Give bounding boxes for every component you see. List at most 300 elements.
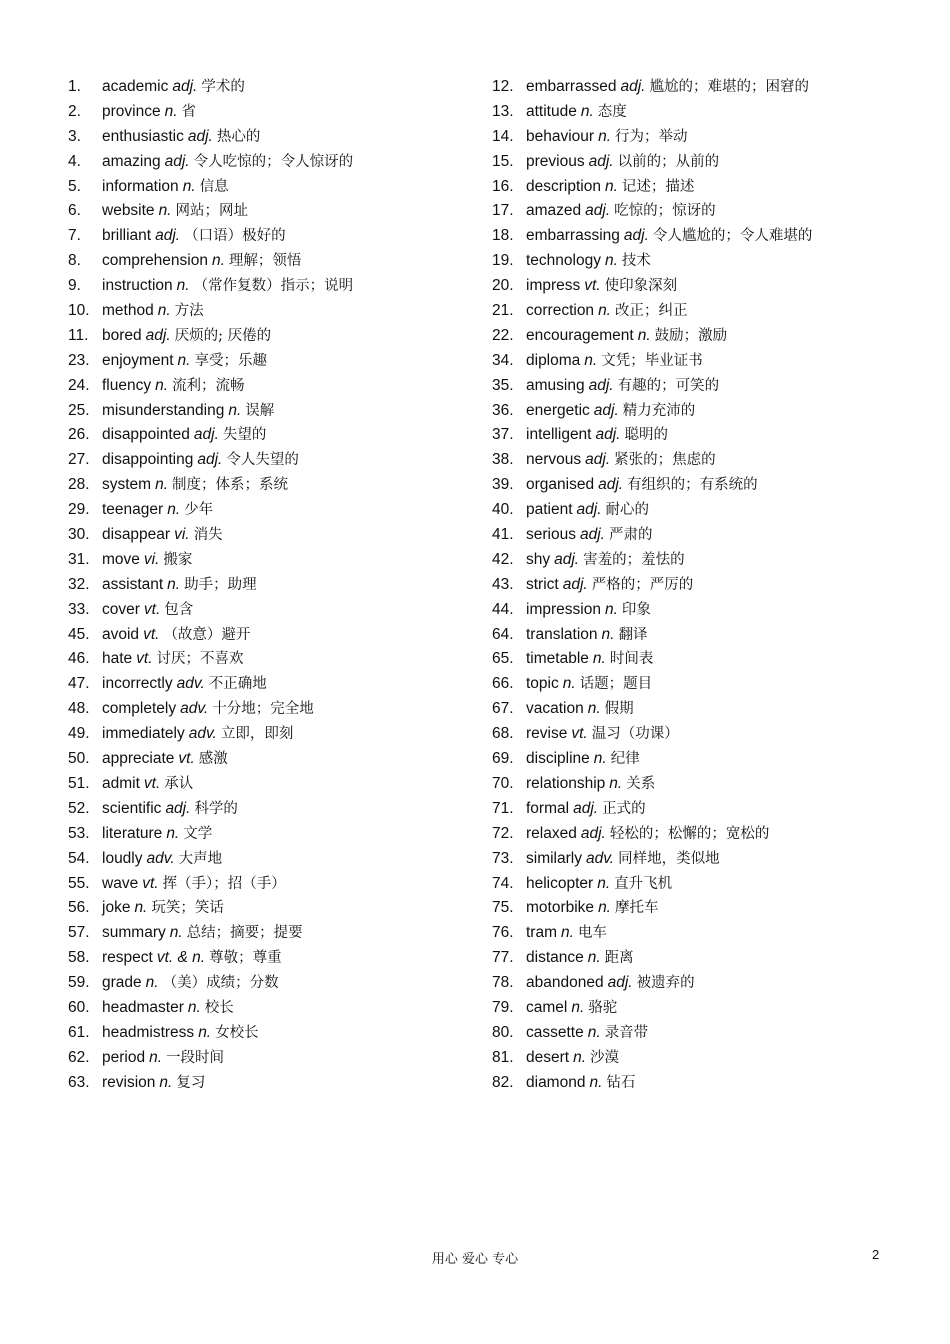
entry-word: enjoyment <box>102 351 174 369</box>
vocabulary-entry <box>68 697 468 722</box>
vocabulary-entry <box>492 623 912 648</box>
entry-word: teenager <box>102 501 164 519</box>
entry-part-of-speech: n. <box>145 974 159 992</box>
entry-number: 4. <box>68 152 81 170</box>
entry-part-of-speech: adj. <box>607 974 633 992</box>
entry-word: avoid <box>102 625 140 643</box>
vocabulary-entry <box>492 921 912 946</box>
entry-word: admit <box>102 774 140 792</box>
entry-definition: 正式的 <box>602 800 646 817</box>
vocabulary-entry <box>68 150 468 175</box>
entry-word: academic <box>102 78 169 95</box>
vocabulary-entry <box>68 548 468 573</box>
entry-number: 67. <box>492 700 514 718</box>
entry-word: discipline <box>526 750 590 768</box>
entry-word: embarrassing <box>526 227 620 245</box>
entry-definition: 温习（功课） <box>591 726 679 743</box>
entry-word: vacation <box>526 700 584 718</box>
entry-part-of-speech: adj. <box>588 376 614 394</box>
entry-number: 68. <box>492 725 514 743</box>
entry-part-of-speech: adv. <box>188 725 217 743</box>
vocabulary-entry <box>492 747 912 772</box>
vocabulary-entry <box>68 822 468 847</box>
entry-definition: 距离 <box>604 950 634 967</box>
entry-number: 50. <box>68 750 90 768</box>
vocabulary-entry <box>492 224 912 249</box>
entry-word: information <box>102 177 179 195</box>
entry-part-of-speech: n. <box>637 326 651 344</box>
entry-part-of-speech: adj. <box>165 799 191 817</box>
entry-word: diploma <box>526 351 581 369</box>
entry-part-of-speech: adj. <box>620 78 646 95</box>
vocabulary-entry <box>492 548 912 573</box>
entry-word: completely <box>102 700 177 718</box>
vocabulary-entry <box>492 150 912 175</box>
entry-definition: 文凭；毕业证书 <box>601 352 703 369</box>
entry-part-of-speech: n. <box>149 1048 163 1066</box>
entry-definition: 感激 <box>198 751 228 768</box>
entry-definition: 一段时间 <box>166 1049 225 1066</box>
entry-number: 23. <box>68 351 90 369</box>
vocabulary-entry <box>492 324 912 349</box>
vocabulary-entry <box>68 747 468 772</box>
entry-number: 43. <box>492 575 514 593</box>
entry-part-of-speech: n. <box>592 650 606 668</box>
entry-definition: 关系 <box>626 775 656 792</box>
entry-definition: 录音带 <box>604 1024 649 1041</box>
vocabulary-entry <box>68 797 468 822</box>
entry-word: bored <box>102 326 142 344</box>
entry-definition: 少年 <box>184 502 214 519</box>
entry-word: joke <box>102 899 131 917</box>
entry-number: 78. <box>492 974 514 992</box>
entry-part-of-speech: vt. <box>143 625 160 643</box>
entry-word: cassette <box>526 1023 584 1041</box>
entry-definition: 失望的 <box>222 427 267 444</box>
vocabulary-entry <box>492 274 912 299</box>
entry-number: 34. <box>492 351 514 369</box>
entry-number: 25. <box>68 401 90 419</box>
entry-number: 58. <box>68 949 90 967</box>
entry-number: 27. <box>68 451 90 469</box>
entry-word: description <box>526 177 601 195</box>
vocabulary-entry <box>68 573 468 598</box>
entry-part-of-speech: n. <box>158 202 172 220</box>
entry-word: desert <box>526 1048 570 1066</box>
entry-number: 60. <box>68 998 90 1016</box>
vocabulary-entry <box>492 299 912 324</box>
entry-word: behaviour <box>526 127 595 145</box>
entry-part-of-speech: vt. <box>571 725 588 743</box>
entry-word: fluency <box>102 376 152 394</box>
vocabulary-entry <box>492 822 912 847</box>
entry-word: intelligent <box>526 426 592 444</box>
entry-definition: 行为；举动 <box>615 128 688 145</box>
entry-part-of-speech: vt. <box>178 750 195 768</box>
vocabulary-entry <box>492 647 912 672</box>
entry-definition: 消失 <box>193 527 223 544</box>
entry-word: misunderstanding <box>102 401 225 419</box>
vocabulary-entry <box>492 498 912 523</box>
entry-number: 18. <box>492 227 514 245</box>
vocabulary-entry <box>68 772 468 797</box>
entry-word: timetable <box>526 650 589 668</box>
entry-word: relaxed <box>526 824 577 842</box>
entry-number: 44. <box>492 600 514 618</box>
entry-part-of-speech: n. <box>601 625 615 643</box>
vocabulary-entry <box>492 1021 912 1046</box>
entry-number: 48. <box>68 700 90 718</box>
vocabulary-entry <box>68 672 468 697</box>
entry-part-of-speech: n. <box>587 949 601 967</box>
vocabulary-entry <box>68 349 468 374</box>
vocabulary-entry <box>492 448 912 473</box>
entry-part-of-speech: vt. <box>142 874 159 892</box>
entry-part-of-speech: adv. <box>585 849 615 867</box>
entry-word: correction <box>526 302 595 320</box>
entry-number: 12. <box>492 78 514 95</box>
entry-number: 70. <box>492 774 514 792</box>
entry-part-of-speech: adj. <box>595 426 621 444</box>
entry-definition: 骆驼 <box>588 999 618 1016</box>
vocabulary-column-right <box>492 75 912 1096</box>
entry-word: translation <box>526 625 598 643</box>
entry-definition: 聪明的 <box>624 427 668 444</box>
entry-word: patient <box>526 501 573 519</box>
entry-number: 71. <box>492 799 514 817</box>
entry-word: enthusiastic <box>102 127 184 145</box>
entry-definition: 尊敬；尊重 <box>209 950 282 967</box>
entry-word: technology <box>526 252 601 270</box>
entry-word: comprehension <box>102 252 208 270</box>
vocabulary-entry <box>492 423 912 448</box>
entry-number: 51. <box>68 774 90 792</box>
entry-definition: 讨厌；不喜欢 <box>156 651 244 668</box>
entry-part-of-speech: n. <box>164 102 178 120</box>
entry-word: strict <box>526 575 559 593</box>
vocabulary-entry <box>68 996 468 1021</box>
entry-number: 77. <box>492 949 514 967</box>
entry-definition: 令人尴尬的；令人难堪的 <box>652 228 813 245</box>
vocabulary-entry <box>492 573 912 598</box>
entry-definition: 流利；流畅 <box>172 377 245 394</box>
entry-number: 52. <box>68 799 90 817</box>
vocabulary-column-left <box>68 75 468 1096</box>
entry-word: revision <box>102 1073 156 1091</box>
entry-part-of-speech: n. <box>562 675 576 693</box>
entry-part-of-speech: n. <box>155 376 169 394</box>
entry-definition: 被遗弃的 <box>636 975 695 992</box>
entry-number: 11. <box>68 326 89 344</box>
entry-definition: 搬家 <box>163 551 193 568</box>
entry-definition: 信息 <box>199 178 229 195</box>
entry-number: 75. <box>492 899 514 917</box>
entry-word: distance <box>526 949 584 967</box>
entry-definition: 承认 <box>164 775 194 792</box>
entry-number: 42. <box>492 550 514 568</box>
entry-part-of-speech: n. <box>228 401 242 419</box>
entry-word: encouragement <box>526 326 634 344</box>
entry-number: 80. <box>492 1023 514 1041</box>
entry-word: organised <box>526 476 595 494</box>
entry-number: 61. <box>68 1023 90 1041</box>
vocabulary-entry <box>68 1046 468 1071</box>
entry-definition: 严肃的 <box>608 527 653 544</box>
entry-word: cover <box>102 600 140 618</box>
entry-word: amazed <box>526 202 582 220</box>
entry-part-of-speech: n. <box>198 1023 212 1041</box>
entry-word: system <box>102 476 152 494</box>
entry-number: 31. <box>68 550 90 568</box>
entry-number: 35. <box>492 376 514 394</box>
entry-word: camel <box>526 998 568 1016</box>
entry-word: impress <box>526 277 581 295</box>
entry-definition: 玩笑；笑话 <box>151 900 224 917</box>
entry-definition: 厌烦的; 厌倦的 <box>174 327 272 344</box>
vocabulary-entry <box>68 199 468 224</box>
entry-part-of-speech: adv. <box>180 700 209 718</box>
entry-part-of-speech: adj. <box>588 152 614 170</box>
entry-number: 32. <box>68 575 90 593</box>
entry-part-of-speech: n. <box>580 102 594 120</box>
entry-definition: 省 <box>181 103 197 120</box>
entry-part-of-speech: adj. <box>623 227 649 245</box>
entry-word: serious <box>526 526 576 544</box>
entry-word: tram <box>526 924 557 942</box>
vocabulary-entry <box>492 996 912 1021</box>
vocabulary-entry <box>492 872 912 897</box>
entry-definition: 严格的；严厉的 <box>591 576 694 593</box>
entry-definition: 以前的；从前的 <box>617 153 720 170</box>
entry-number: 65. <box>492 650 514 668</box>
entry-part-of-speech: n. <box>609 774 623 792</box>
entry-number: 24. <box>68 376 90 394</box>
entry-number: 20. <box>492 277 514 295</box>
entry-part-of-speech: n. <box>211 252 225 270</box>
entry-number: 47. <box>68 675 90 693</box>
entry-word: similarly <box>526 849 582 867</box>
entry-part-of-speech: adj. <box>187 127 213 145</box>
entry-definition: 复习 <box>176 1074 206 1091</box>
entry-word: impression <box>526 600 601 618</box>
entry-definition: 同样地，类似地 <box>618 850 720 867</box>
entry-part-of-speech: n. <box>604 177 618 195</box>
entry-definition: 钻石 <box>606 1074 636 1091</box>
entry-definition: 摩托车 <box>615 900 659 917</box>
vocabulary-entry <box>68 872 468 897</box>
entry-number: 22. <box>492 326 514 344</box>
entry-part-of-speech: n. <box>177 351 191 369</box>
vocabulary-entry <box>492 847 912 872</box>
entry-word: literature <box>102 824 163 842</box>
entry-part-of-speech: n. <box>182 177 196 195</box>
entry-number: 76. <box>492 924 514 942</box>
entry-definition: 时间表 <box>609 651 654 668</box>
entry-number: 3. <box>68 127 81 145</box>
vocabulary-entry <box>68 647 468 672</box>
entry-definition: 女校长 <box>215 1024 259 1041</box>
entry-definition: 改正；纠正 <box>615 303 688 320</box>
entry-part-of-speech: n. <box>571 998 585 1016</box>
vocabulary-entry <box>492 249 912 274</box>
entry-word: topic <box>526 675 559 693</box>
entry-definition: 科学的 <box>194 800 238 817</box>
vocabulary-entry <box>68 722 468 747</box>
entry-part-of-speech: adj. <box>585 451 611 469</box>
entry-definition: 有趣的；可笑的 <box>617 377 720 394</box>
vocabulary-entry <box>492 125 912 150</box>
vocabulary-entry <box>492 672 912 697</box>
vocabulary-entry <box>68 399 468 424</box>
entry-definition: 使印象深刻 <box>604 278 678 295</box>
vocabulary-entry <box>68 896 468 921</box>
vocabulary-entry <box>68 423 468 448</box>
entry-word: revise <box>526 725 568 743</box>
entry-word: assistant <box>102 575 164 593</box>
entry-part-of-speech: n. <box>598 899 611 917</box>
vocabulary-entry <box>68 299 468 324</box>
entry-part-of-speech: adj. <box>598 476 624 494</box>
entry-number: 82. <box>492 1073 514 1091</box>
entry-word: formal <box>526 799 570 817</box>
entry-definition: 假期 <box>604 701 634 718</box>
entry-number: 39. <box>492 476 514 494</box>
entry-number: 64. <box>492 625 514 643</box>
entry-word: disappointing <box>102 451 194 469</box>
vocabulary-entry <box>68 125 468 150</box>
entry-word: scientific <box>102 799 162 817</box>
vocabulary-entry <box>492 199 912 224</box>
entry-part-of-speech: adj. <box>164 152 190 170</box>
entry-word: diamond <box>526 1073 586 1091</box>
entry-number: 59. <box>68 974 90 992</box>
vocabulary-entry <box>492 697 912 722</box>
entry-word: embarrassed <box>526 78 617 95</box>
entry-part-of-speech: adj. <box>562 575 588 593</box>
entry-number: 81. <box>492 1048 514 1066</box>
entry-number: 14. <box>492 127 514 145</box>
entry-number: 73. <box>492 849 514 867</box>
entry-part-of-speech: adj. <box>576 501 602 519</box>
entry-part-of-speech: n. <box>155 476 169 494</box>
vocabulary-entry <box>68 1021 468 1046</box>
entry-word: hate <box>102 650 133 668</box>
entry-word: amazing <box>102 152 161 170</box>
entry-part-of-speech: n. <box>593 750 607 768</box>
entry-number: 29. <box>68 501 90 519</box>
vocabulary-entry <box>68 448 468 473</box>
entry-number: 6. <box>68 202 81 220</box>
vocabulary-entry <box>68 175 468 200</box>
entry-word: motorbike <box>526 899 595 917</box>
entry-part-of-speech: adj. <box>172 78 198 95</box>
entry-part-of-speech: adj. <box>145 326 171 344</box>
entry-definition: 尴尬的；难堪的；困窘的 <box>649 79 809 95</box>
vocabulary-entry <box>68 523 468 548</box>
entry-word: headmistress <box>102 1023 195 1041</box>
vocabulary-entry <box>492 1071 912 1096</box>
entry-word: immediately <box>102 725 185 743</box>
entry-definition: 翻译 <box>618 626 648 643</box>
entry-definition: 态度 <box>597 103 627 120</box>
entry-number: 79. <box>492 998 514 1016</box>
entry-definition: 直升飞机 <box>614 875 673 892</box>
entry-part-of-speech: n. <box>157 302 171 320</box>
entry-number: 5. <box>68 177 81 195</box>
vocabulary-entry <box>68 1071 468 1096</box>
footer-motto: 用心 爱心 专心 <box>431 1252 519 1267</box>
entry-number: 37. <box>492 426 514 444</box>
entry-word: summary <box>102 924 166 942</box>
vocabulary-entry <box>492 175 912 200</box>
vocabulary-entry <box>492 100 912 125</box>
entry-part-of-speech: adj. <box>554 550 580 568</box>
entry-part-of-speech: n. <box>598 127 612 145</box>
entry-part-of-speech: adj. <box>585 202 611 220</box>
entry-definition: （美）成绩；分数 <box>162 975 279 992</box>
vocabulary-entry <box>492 523 912 548</box>
entry-word: wave <box>102 874 139 892</box>
entry-definition: 方法 <box>174 303 204 320</box>
entry-word: helicopter <box>526 874 594 892</box>
entry-part-of-speech: vi. <box>143 550 160 568</box>
entry-part-of-speech: adv. <box>146 849 175 867</box>
page-number: 2 <box>872 1247 880 1262</box>
vocabulary-entry <box>68 324 468 349</box>
entry-definition: 害羞的；羞怯的 <box>583 551 685 568</box>
vocabulary-entry <box>68 971 468 996</box>
entry-part-of-speech: adj. <box>573 799 599 817</box>
entry-number: 16. <box>492 177 514 195</box>
entry-word: nervous <box>526 451 582 469</box>
entry-number: 17. <box>492 202 514 220</box>
entry-part-of-speech: vi. <box>174 526 190 544</box>
entry-number: 55. <box>68 874 90 892</box>
entry-definition: 纪律 <box>610 751 640 768</box>
entry-word: move <box>102 550 140 568</box>
vocabulary-entry <box>492 473 912 498</box>
entry-part-of-speech: vt. & n. <box>156 949 206 967</box>
entry-part-of-speech: n. <box>604 600 618 618</box>
entry-number: 45. <box>68 625 90 643</box>
entry-definition: 精力充沛的 <box>622 402 696 419</box>
entry-word: disappointed <box>102 426 190 444</box>
entry-definition: 耐心的 <box>605 502 650 519</box>
vocabulary-entry <box>492 399 912 424</box>
entry-number: 62. <box>68 1048 90 1066</box>
entry-part-of-speech: n. <box>169 924 183 942</box>
entry-word: respect <box>102 949 153 967</box>
entry-number: 9. <box>68 277 81 295</box>
entry-definition: 印象 <box>621 601 651 618</box>
vocabulary-entry <box>492 75 912 100</box>
entry-part-of-speech: n. <box>167 501 181 519</box>
vocabulary-entry <box>68 847 468 872</box>
entry-part-of-speech: n. <box>176 277 190 295</box>
entry-word: province <box>102 102 161 120</box>
entry-part-of-speech: vt. <box>143 600 161 618</box>
entry-number: 8. <box>68 252 81 270</box>
entry-part-of-speech: n. <box>587 1023 601 1041</box>
entry-word: attitude <box>526 102 577 120</box>
entry-number: 54. <box>68 849 90 867</box>
entry-definition: （常作复数）指示；说明 <box>193 278 354 295</box>
vocabulary-entry <box>492 722 912 747</box>
entry-part-of-speech: n. <box>587 700 601 718</box>
entry-word: relationship <box>526 774 606 792</box>
entry-part-of-speech: vt. <box>584 277 601 295</box>
vocabulary-entry <box>68 374 468 399</box>
